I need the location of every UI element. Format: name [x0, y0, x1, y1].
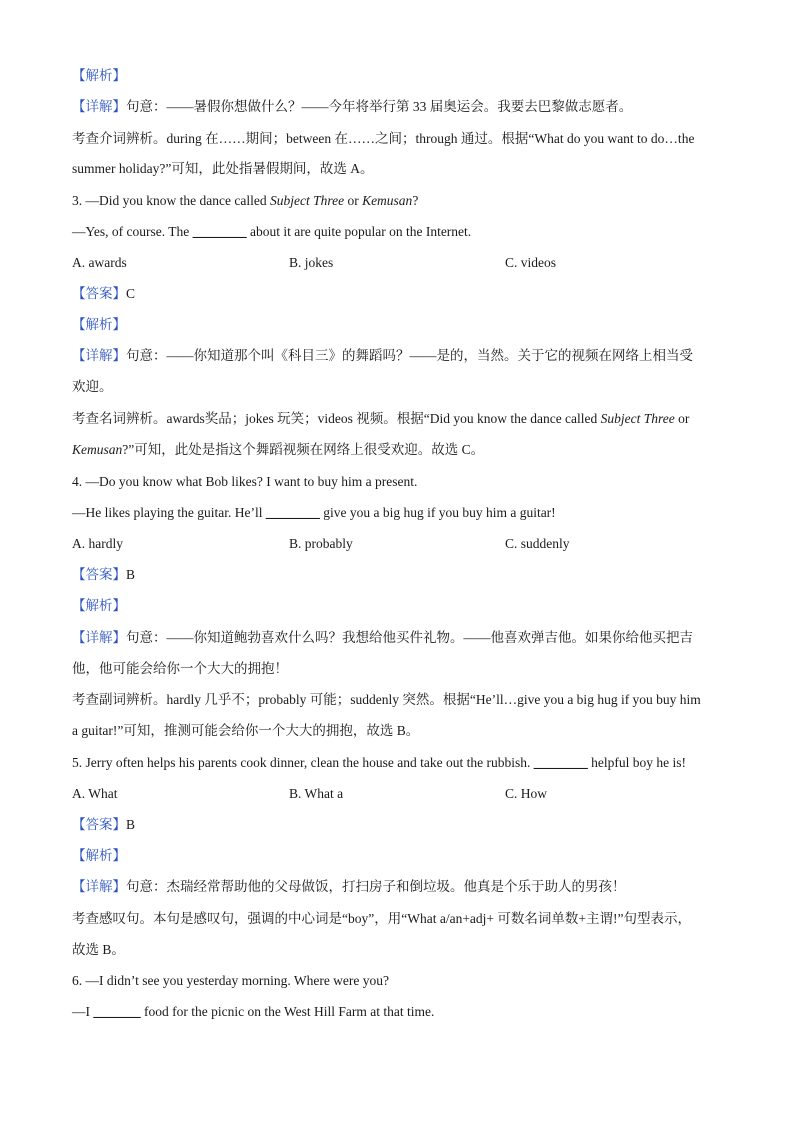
reason-line: Kemusan?”可知，此处是指这个舞蹈视频在网络上很受欢迎。故选 C。: [72, 442, 485, 457]
option-a: A. awards: [72, 255, 127, 270]
option-c: C. How: [505, 786, 548, 801]
answer-line: 【答案】B: [72, 817, 136, 832]
detail-line: 【详解】句意：——你知道鲍勃喜欢什么吗？我想给他买件礼物。——他喜欢弹吉他。如果你给他买把吉: [72, 630, 693, 645]
option-b: B. What a: [289, 786, 344, 801]
option-b: B. probably: [289, 536, 353, 551]
question-4-reply: —He likes playing the guitar. He’ll ________ give you a big hug if you buy him a guitar!: [72, 505, 556, 520]
detail-line: 【详解】句意：——暑假你想做什么？——今年将举行第 33 届奥运会。我要去巴黎做志愿者。: [72, 99, 633, 114]
question-4-stem: 4. —Do you know what Bob likes? I want to buy him a present.: [72, 474, 418, 489]
reason-line: 考查名词辨析。awards奖品；jokes 玩笑；videos 视频。根据“Did you know the dance called Subject Three or: [72, 411, 690, 426]
option-b: B. jokes: [289, 255, 334, 270]
reason-line: 考查介词辨析。during 在……期间；between 在……之间；through 通过。根据“What do you want to do…the: [72, 131, 695, 146]
question-5-stem: 5. Jerry often helps his parents cook dinner, clean the house and take out the rubbish. ________ helpful boy he is!: [72, 755, 686, 770]
option-c: C. videos: [505, 255, 557, 270]
answer-line: 【答案】C: [72, 286, 136, 301]
analysis-label: 【解析】: [72, 68, 126, 83]
reason-line: summer holiday?”可知，此处指暑假期间，故选 A。: [72, 161, 374, 176]
answer-blank: ________: [265, 505, 320, 520]
analysis-label: 【解析】: [72, 317, 126, 332]
question-6-reply: —I _______ food for the picnic on the West Hill Farm at that time.: [72, 1004, 435, 1019]
option-a: A. What: [72, 786, 118, 801]
detail-line: 【详解】句意：杰瑞经常帮助他的父母做饭，打扫房子和倒垃圾。他真是个乐于助人的男孩！: [72, 879, 626, 894]
answer-blank: ________: [533, 755, 588, 770]
analysis-label: 【解析】: [72, 598, 126, 613]
detail-line: 【详解】句意：——你知道那个叫《科目三》的舞蹈吗？——是的，当然。关于它的视频在网络上相当受: [72, 348, 693, 363]
question-3-reply: —Yes, of course. The ________ about it are quite popular on the Internet.: [72, 224, 472, 239]
option-a: A. hardly: [72, 536, 123, 551]
reason-line: 考查副词辨析。hardly 几乎不；probably 可能；suddenly 突然。根据“He’ll…give you a big hug if you buy him: [72, 692, 701, 707]
detail-line: 欢迎。: [72, 379, 113, 394]
question-6-stem: 6. —I didn’t see you yesterday morning. Where were you?: [72, 973, 390, 988]
answer-blank: ________: [192, 224, 247, 239]
reason-line: a guitar!”可知，推测可能会给你一个大大的拥抱，故选 B。: [72, 723, 420, 738]
question-3-stem: 3. —Did you know the dance called Subject Three or Kemusan?: [72, 193, 419, 208]
option-c: C. suddenly: [505, 536, 570, 551]
detail-line: 他，他可能会给你一个大大的拥抱！: [72, 661, 288, 676]
reason-line: 考查感叹句。本句是感叹句，强调的中心词是“boy”，用“What a/an+adj+ 可数名词单数+主谓!”句型表示，: [72, 911, 692, 926]
answer-blank: _______: [93, 1004, 141, 1019]
answer-line: 【答案】B: [72, 567, 136, 582]
reason-line: 故选 B。: [72, 942, 125, 957]
analysis-label: 【解析】: [72, 848, 126, 863]
